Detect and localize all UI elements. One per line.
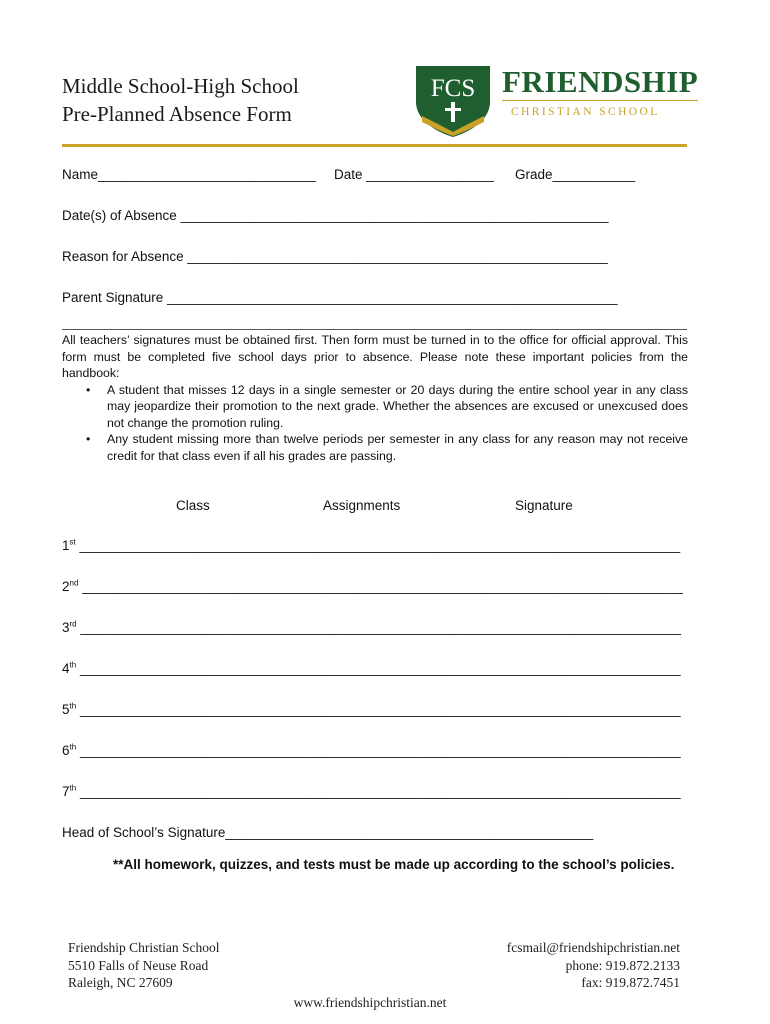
grade-field[interactable]: Grade___________ [515,167,636,182]
policy-bullet: • Any student missing more than twelve periods per semester in any class for any reason may not receive credit for that class even if all his grades are passing. [107,431,688,464]
policy-section [62,332,688,464]
footer-contact [507,939,680,992]
header-rule [62,144,687,147]
school-logo [412,62,702,138]
period-suffix: th [69,660,77,670]
period-suffix: rd [69,619,77,629]
logo-name: FRIENDSHIP [502,64,699,99]
period-number: 7 [62,784,70,799]
period-number: 4 [62,661,70,676]
title-line-2: Pre-Planned Absence Form [62,102,292,126]
footer-address [68,939,220,992]
period-suffix: th [69,783,77,793]
header-class: Class [176,498,210,513]
header-assignments: Assignments [323,498,401,513]
period-suffix: th [69,701,77,711]
period-number: 2 [62,579,70,594]
title-line-1: Middle School-High School [62,74,299,98]
policy-bullet: • A student that misses 12 days in a single semester or 20 days during the entire school year in any class may jeopardize their promotion to the next grade. Whether the absences are excused or unexcused does not change the promotion ruling. [107,382,688,432]
period-number: 6 [62,743,70,758]
logo-subtitle: CHRISTIAN SCHOOL [511,106,660,118]
makeup-notice: **All homework, quizzes, and tests must be made up according to the school’s policies. [113,857,675,872]
footer-school: Friendship Christian School [68,940,220,955]
footer-phone: phone: 919.872.2133 [565,957,680,973]
logo-monogram: FCS [430,75,476,102]
period-row-4[interactable] [62,661,681,676]
period-row-5[interactable] [62,702,681,717]
policy-intro: All teachers’ signatures must be obtained first. Then form must be turned in to the office for official approval. This form must be completed five school days prior to absence. Please note these important policies from the handbook: [62,333,688,380]
form-title [62,72,299,128]
policy-list [62,382,688,465]
period-line[interactable]: ________________________________________________________________________________ [79,743,681,758]
reason-field[interactable]: Reason for Absence ________________________________________________________ [62,249,608,264]
period-row-7[interactable] [62,784,681,799]
period-number: 1 [62,538,70,553]
period-suffix: th [69,742,77,752]
period-line[interactable]: ________________________________________________________________________________ [82,579,683,594]
period-number: 5 [62,702,70,717]
footer-city: Raleigh, NC 27609 [68,975,173,990]
period-line[interactable]: ________________________________________________________________________________ [79,784,681,799]
name-field[interactable]: Name_____________________________ [62,167,316,182]
period-suffix: nd [69,578,79,588]
head-of-school-signature[interactable]: Head of School’s Signature_________________________________________________ [62,825,594,840]
date-field[interactable]: Date _________________ [334,167,494,182]
period-row-6[interactable] [62,743,681,758]
period-line[interactable]: ________________________________________________________________________________ [80,620,682,635]
period-line[interactable]: ________________________________________________________________________________ [79,661,681,676]
period-row-3[interactable] [62,620,681,635]
period-line[interactable]: ________________________________________________________________________________ [79,538,681,553]
period-line[interactable]: ________________________________________________________________________________ [79,702,681,717]
footer-website[interactable]: www.friendshipchristian.net [293,995,447,1010]
footer-fax: fax: 919.872.7451 [581,975,680,990]
period-number: 3 [62,620,70,635]
logo-divider [502,100,698,101]
parent-signature-field[interactable]: Parent Signature ____________________________________________________________ [62,290,618,305]
section-divider [62,329,687,330]
footer-street: 5510 Falls of Neuse Road [68,957,209,973]
dates-of-absence-field[interactable]: Date(s) of Absence _________________________________________________________ [62,208,609,223]
crest-icon [412,62,494,138]
period-suffix: st [69,537,76,547]
period-row-1[interactable] [62,538,680,553]
period-row-2[interactable] [62,579,683,594]
footer-email[interactable]: fcsmail@friendshipchristian.net [506,940,680,955]
header-signature: Signature [515,498,573,513]
